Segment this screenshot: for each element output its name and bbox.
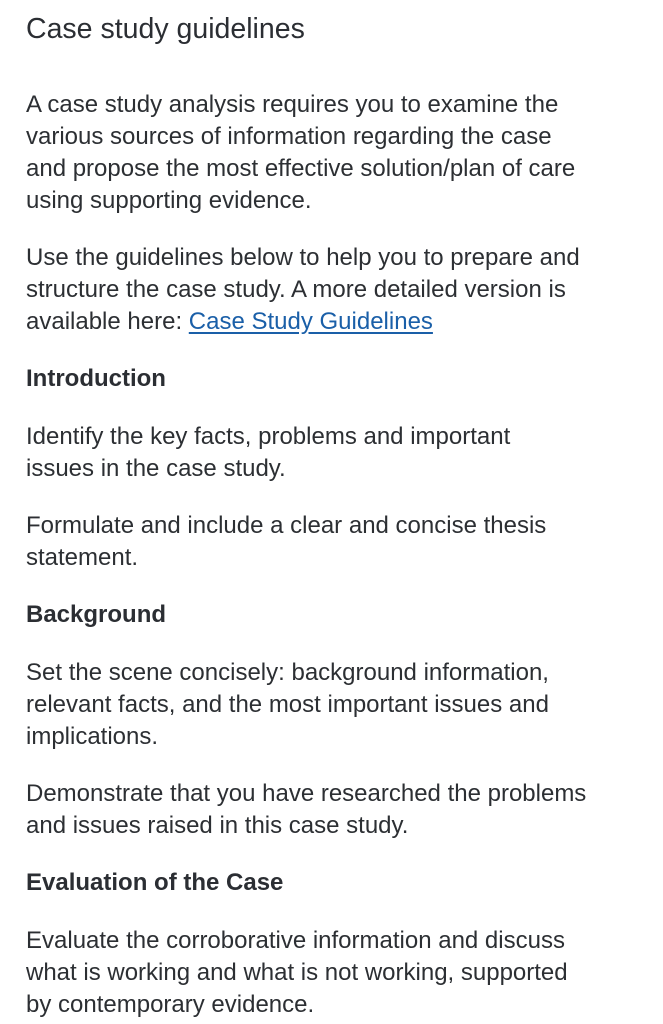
section-paragraph [26,510,637,574]
text-line: structure the case study. A more detailed version is [26,276,566,303]
page-title: Case study guidelines [26,13,305,45]
section-paragraph [26,778,637,842]
text-line: Use the guidelines below to help you to prepare and [26,244,580,271]
text-line [26,306,637,338]
case-study-guidelines-link[interactable]: Case Study Guidelines [188,308,433,335]
guidelines-paragraph [26,242,637,338]
text-line: implications. [26,723,159,750]
text-line: Formulate and include a clear and concise thesis [26,512,547,539]
text-line: what is working and what is not working, supported [26,959,568,986]
text-line: by contemporary evidence. [26,991,315,1018]
text-line: relevant facts, and the most important issues and [26,691,549,718]
intro-paragraph [26,89,637,217]
section-heading-evaluation: Evaluation of the Case [26,869,284,896]
section-paragraph [26,925,637,1021]
text-line: and issues raised in this case study. [26,812,409,839]
text-line: Demonstrate that you have researched the problems [26,780,587,807]
text-line: Identify the key facts, problems and important [26,423,511,450]
text-line: and propose the most effective solution/plan of care [26,155,576,182]
link-prefix: available here: [26,308,189,335]
section-heading-introduction: Introduction [26,365,166,392]
text-line: using supporting evidence. [26,187,312,214]
text-line: Set the scene concisely: background information, [26,659,549,686]
text-line: issues in the case study. [26,455,286,482]
section-paragraph [26,421,637,485]
text-line: Evaluate the corroborative information and discuss [26,927,565,954]
text-line: statement. [26,544,139,571]
text-line: various sources of information regarding the case [26,123,552,150]
section-heading-background: Background [26,601,167,628]
section-paragraph [26,657,637,753]
text-line: A case study analysis requires you to examine the [26,91,559,118]
